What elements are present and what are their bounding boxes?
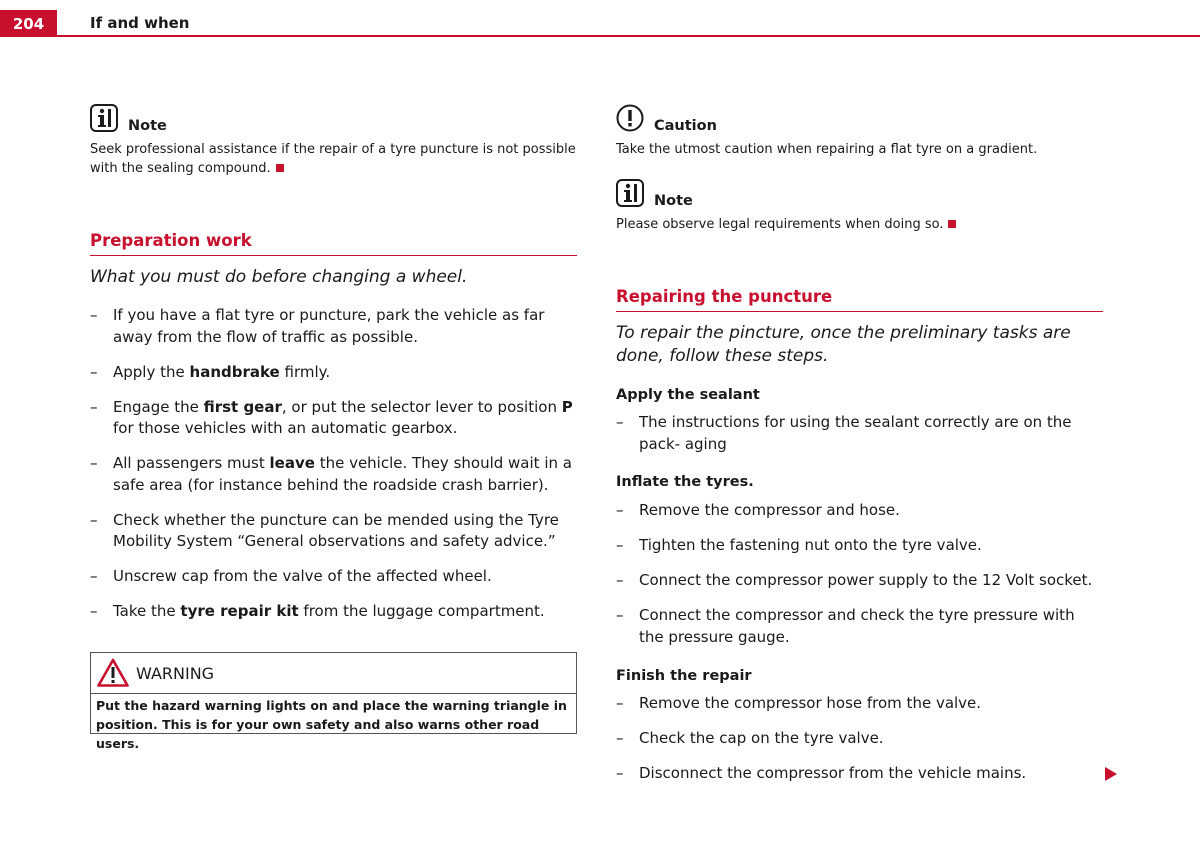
next-page-arrow-icon [1105, 767, 1117, 781]
exclamation-icon [616, 104, 644, 132]
list-text: from the luggage compartment. [298, 602, 545, 620]
list-text: Remove the compressor hose from the valve. [639, 694, 982, 712]
note-heading: Note [654, 193, 693, 209]
note-heading: Note [128, 118, 167, 134]
list-item [90, 453, 577, 496]
list-dash: – [90, 362, 98, 381]
list-dash: – [616, 606, 624, 624]
list-item [90, 397, 577, 440]
caution-heading: Caution [654, 118, 717, 134]
list-text: Tighten the fastening nut onto the tyre valve. [639, 536, 982, 554]
list-item [90, 510, 577, 553]
end-of-section-mark [276, 164, 284, 172]
step-list [90, 305, 577, 636]
list-dash: – [616, 536, 624, 554]
list-item [90, 305, 577, 348]
page-number: 204 [0, 10, 57, 37]
list-item [616, 412, 1103, 455]
list-text: , or put the selector lever to position [281, 397, 562, 416]
list-item [616, 500, 1103, 522]
list-item [616, 728, 1103, 750]
list-text: Apply the [113, 362, 190, 381]
caution-text: Take the utmost caution when repairing a flat tyre on a gradient. [616, 142, 1038, 157]
list-dash: – [90, 602, 98, 620]
list-dash: – [90, 454, 98, 472]
list-text: Check the cap on the tyre valve. [639, 729, 884, 747]
list-text: the vehicle. They should wait in a safe area (for instance behind the roadside crash barrier). [113, 454, 572, 494]
section-rule [90, 255, 577, 256]
section-rule [616, 311, 1103, 312]
list-text: Connect the compressor power supply to the 12 Volt socket. [639, 571, 1093, 589]
list-text: Remove the compressor and hose. [639, 501, 900, 519]
list-text: Connect the compressor and check the tyre pressure with the pressure gauge. [639, 606, 1075, 646]
header-rule [57, 35, 1200, 37]
bold-term: P [561, 397, 573, 416]
subheading-inflate-tyres: Inflate the tyres. [616, 474, 754, 490]
list-text: Engage the [113, 397, 204, 416]
list-dash: – [616, 764, 624, 782]
list-text: Take the [113, 602, 181, 620]
list-text: Unscrew cap from the valve of the affected wheel. [113, 567, 492, 585]
bold-term: handbrake [189, 362, 280, 381]
subheading-finish-repair: Finish the repair [616, 668, 752, 684]
list-text: All passengers must [113, 454, 270, 472]
list-dash: – [616, 501, 624, 519]
note-text: Seek professional assistance if the repair of a tyre puncture is not possible with the sealing compound. [90, 142, 576, 176]
list-text: firmly. [279, 362, 331, 381]
list-item [616, 763, 1103, 785]
list-dash: – [90, 510, 98, 529]
list-item [90, 601, 577, 623]
list-text: Check whether the puncture can be mended using the Tyre Mobility System “General observations and safety advice.” [113, 510, 559, 550]
chapter-title: If and when [90, 14, 190, 32]
bold-term: leave [269, 454, 315, 472]
list-item [616, 605, 1103, 648]
step-list [616, 693, 1103, 798]
info-icon [90, 104, 118, 132]
note-text: Please observe legal requirements when doing so. [616, 215, 1103, 234]
page-header [0, 0, 1200, 40]
section-heading: Preparation work [90, 231, 252, 250]
list-dash: – [616, 729, 624, 747]
list-item [90, 362, 577, 384]
bold-term: first gear [203, 397, 282, 416]
list-text: for those vehicles with an automatic gearbox. [113, 419, 458, 437]
warning-box [90, 652, 577, 751]
list-item [90, 566, 577, 588]
end-of-section-mark [948, 220, 956, 228]
section-intro: To repair the pincture, once the preliminary tasks are done, follow these steps. [616, 323, 1071, 366]
list-dash: – [616, 571, 624, 589]
list-item [616, 535, 1103, 557]
list-text: The instructions for using the sealant correctly are on the pack- aging [639, 413, 1072, 453]
list-item [616, 693, 1103, 715]
list-dash: – [90, 397, 98, 416]
list-text: Disconnect the compressor from the vehicle mains. [639, 764, 1027, 782]
warning-text: Put the hazard warning lights on and place the warning triangle in position. This is for your own safety and also warns other road users. [96, 698, 567, 751]
info-icon [616, 179, 644, 207]
warning-triangle-icon [97, 658, 129, 688]
list-dash: – [90, 567, 98, 585]
step-list [616, 500, 1103, 662]
list-item [616, 570, 1103, 592]
list-dash: – [90, 306, 98, 324]
subheading-apply-sealant: Apply the sealant [616, 387, 760, 403]
section-heading: Repairing the puncture [616, 287, 833, 306]
bold-term: tyre repair kit [180, 602, 299, 620]
section-intro: What you must do before changing a wheel. [90, 267, 468, 287]
list-text: If you have a flat tyre or puncture, park the vehicle as far away from the flow of traffic as possible. [113, 306, 545, 346]
list-dash: – [616, 413, 624, 431]
warning-header [91, 653, 576, 694]
list-dash: – [616, 694, 624, 712]
warning-title: WARNING [136, 664, 215, 683]
step-list [616, 412, 1103, 469]
